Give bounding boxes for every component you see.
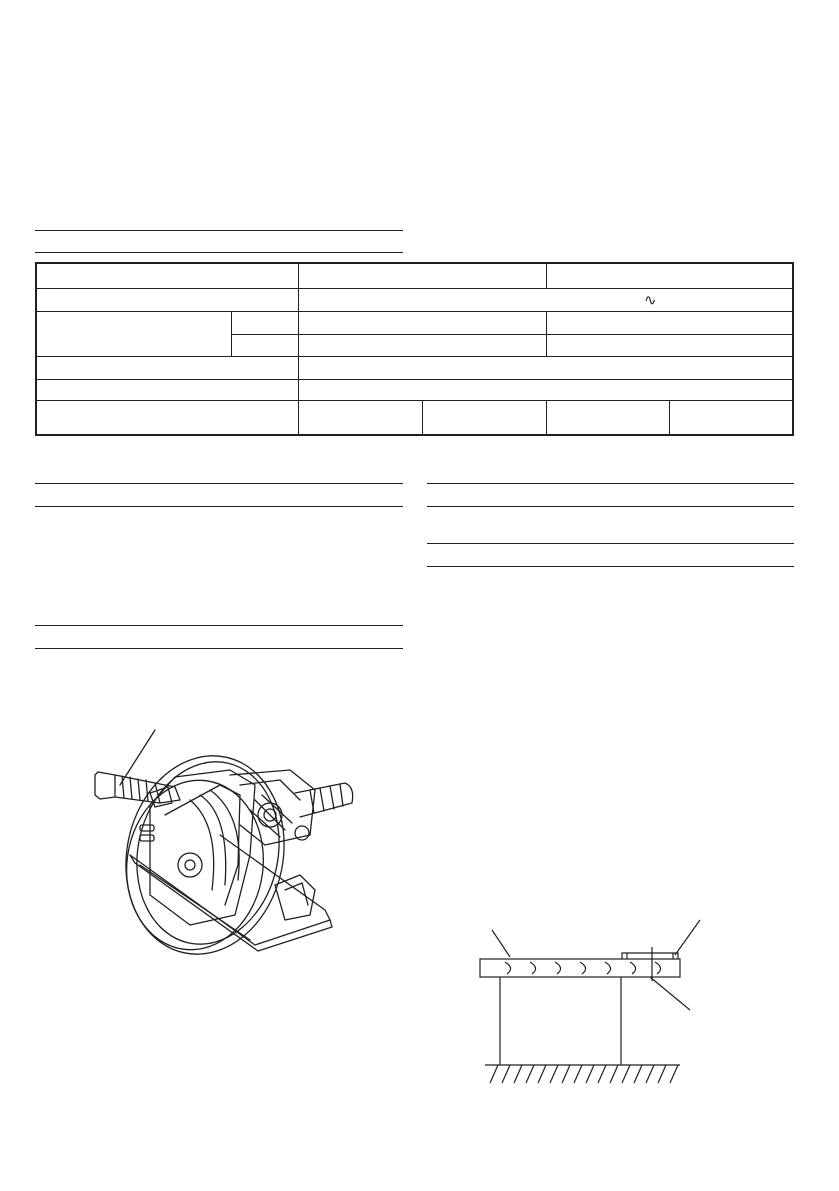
table-col-divider — [669, 400, 670, 434]
table-col-divider — [546, 264, 547, 288]
table-row-divider — [37, 311, 792, 312]
table-col-divider — [231, 311, 232, 356]
section-rule — [427, 483, 794, 484]
table-col-divider — [546, 311, 547, 356]
ac-symbol: ∿ — [644, 292, 657, 309]
table-row-divider — [37, 356, 792, 357]
section-rule — [427, 506, 794, 507]
table-row-divider — [37, 400, 792, 401]
workpiece-support-illustration — [480, 915, 710, 1085]
section-rule — [35, 483, 403, 484]
section-rule — [427, 566, 794, 567]
table-col-divider — [546, 400, 547, 434]
section-rule — [427, 543, 794, 544]
section-rule — [35, 648, 403, 649]
specifications-table — [35, 262, 794, 436]
table-row-divider — [37, 288, 792, 289]
section-rule — [35, 252, 403, 253]
section-rule — [35, 625, 403, 626]
table-col-divider — [298, 264, 299, 434]
table-row-divider — [37, 379, 792, 380]
table-row-divider — [231, 334, 792, 335]
table-col-divider — [422, 400, 423, 434]
section-rule — [35, 506, 403, 507]
section-rule — [35, 230, 403, 231]
circular-saw-illustration — [80, 715, 370, 960]
